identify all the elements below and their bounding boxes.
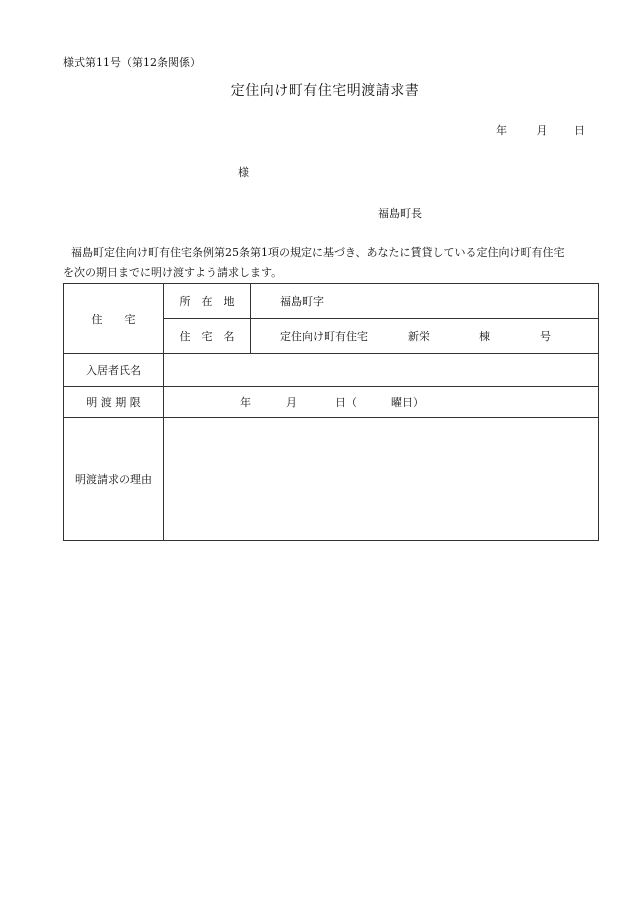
date-line bbox=[496, 122, 585, 138]
house-name-label: 住 宅 名 bbox=[164, 319, 251, 354]
location-value: 福島町字 bbox=[280, 295, 324, 308]
deadline-label: 明 渡 期 限 bbox=[64, 387, 164, 418]
housing-label: 住 宅 bbox=[64, 284, 164, 354]
date-year: 年 bbox=[496, 124, 507, 137]
resident-name-label: 入居者氏名 bbox=[64, 354, 164, 387]
deadline-day: 日（ bbox=[335, 396, 357, 409]
location-label: 所 在 地 bbox=[164, 284, 251, 319]
body-line-2: を次の期日までに明け渡すよう請求します。 bbox=[63, 266, 283, 279]
deadline-field[interactable] bbox=[164, 387, 599, 418]
issuer-name: 福島町長 bbox=[378, 207, 422, 220]
deadline-month: 月 bbox=[286, 396, 297, 409]
room-unit: 号 bbox=[540, 330, 551, 343]
resident-name-field[interactable] bbox=[164, 354, 599, 387]
document-title: 定住向け町有住宅明渡請求書 bbox=[230, 83, 420, 99]
location-field[interactable] bbox=[251, 284, 599, 319]
form-number: 様式第11号（第12条関係） bbox=[63, 56, 201, 69]
reason-label: 明渡請求の理由 bbox=[64, 418, 164, 541]
body-line-1: 福島町定住向け町有住宅条例第25条第1項の規定に基づき、あなたに賃貸している定住向け町有住宅 bbox=[71, 246, 565, 259]
request-form-table bbox=[63, 283, 599, 541]
house-name-value: 定住向け町有住宅 bbox=[280, 330, 368, 343]
date-day: 日 bbox=[574, 124, 585, 137]
building-unit: 棟 bbox=[479, 330, 490, 343]
request-body-text bbox=[63, 243, 599, 283]
date-month: 月 bbox=[536, 124, 548, 137]
deadline-weekday: 曜日） bbox=[391, 396, 424, 409]
area-value: 新栄 bbox=[408, 330, 430, 343]
reason-field[interactable] bbox=[164, 418, 599, 541]
deadline-year: 年 bbox=[240, 396, 251, 409]
addressee-label: 様 bbox=[238, 166, 249, 179]
house-name-field[interactable] bbox=[251, 319, 599, 354]
